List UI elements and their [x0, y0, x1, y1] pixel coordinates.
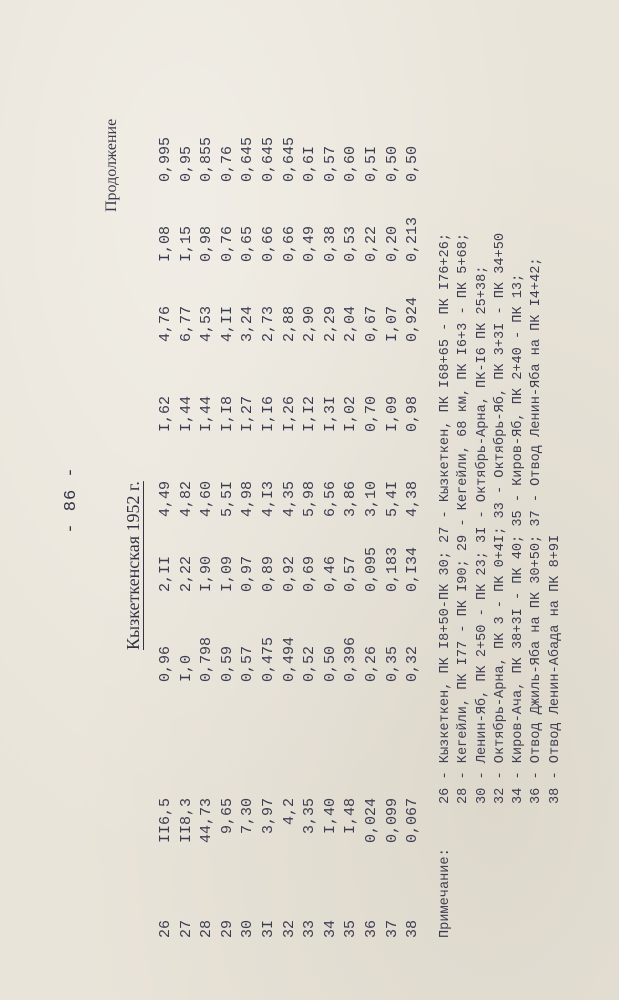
table-cell: 5,4I [383, 480, 401, 517]
table-cell: 0,66 [280, 225, 298, 262]
table-cell: 32 [280, 919, 298, 938]
table-cell: 7,30 [239, 798, 257, 835]
table-cell: 4,I3 [260, 480, 277, 517]
table-cell: 4,98 [239, 480, 257, 517]
table-cell: 0,70 [363, 395, 380, 432]
table-cell: 2,90 [301, 305, 319, 342]
note-line [492, 8, 510, 938]
table-cell: 0,52 [301, 645, 319, 682]
note-line [437, 8, 455, 938]
table-row [157, 0, 177, 1000]
table-cell: 0,50 [321, 645, 339, 682]
table-cell: 28 [198, 919, 216, 938]
table-cell: 34 [321, 919, 339, 938]
table-cell: I,40 [321, 798, 339, 835]
note-line [510, 8, 528, 938]
table-cell: 0,53 [342, 225, 360, 262]
table-cell: I,09 [218, 555, 236, 592]
table-cell: 4,35 [280, 480, 298, 517]
table-cell: I,I6 [260, 395, 277, 432]
table-cell: 36 [363, 919, 380, 938]
table-cell: 0,76 [218, 145, 236, 182]
table-cell: 9,65 [218, 798, 236, 835]
note-line [455, 8, 473, 938]
table-cell: 0,65 [239, 225, 257, 262]
table-cell: 0,60 [342, 145, 360, 182]
table-row [342, 0, 362, 1000]
table-cell: I,90 [198, 555, 216, 592]
table-cell: 0,66 [260, 225, 277, 262]
table-cell: 0,96 [157, 645, 174, 682]
table-row [301, 0, 321, 1000]
table-row [239, 0, 259, 1000]
page-number: - 86 - [62, 466, 81, 534]
table-cell: 0,645 [260, 136, 277, 182]
table-row [322, 0, 342, 1000]
table-cell: 0,26 [363, 645, 380, 682]
table-cell: 33 [301, 919, 319, 938]
table-cell: 0,20 [383, 225, 401, 262]
table-cell: I,08 [157, 225, 174, 262]
table-cell: I,48 [342, 798, 360, 835]
note-text: 30 - Ленин-Яб, ПК 2+50 - ПК 23; 3I - Октябрь-Арна, ПК-I6 ПК 25+38; [474, 265, 490, 804]
table-cell: 3,24 [239, 305, 257, 342]
table-cell: 5,5I [218, 480, 236, 517]
table-row [198, 0, 218, 1000]
table-row [219, 0, 239, 1000]
table-cell: 0,92 [280, 555, 298, 592]
table-cell: 0,924 [404, 296, 422, 342]
table-cell: 26 [157, 919, 174, 938]
table-cell: 4,2 [280, 798, 298, 826]
table-cell: 0,32 [404, 645, 422, 682]
table-cell: 3I [260, 919, 277, 938]
table-cell: 0,995 [157, 136, 174, 182]
table-row [178, 0, 198, 1000]
table-cell: 0,57 [239, 645, 257, 682]
table-row [281, 0, 301, 1000]
note-text: 38 - Отвод Ленин-Абада на ПК 8+9I [547, 534, 563, 804]
note-text: 28 - Кегейли, ПК I77 - ПК I90; 29 - Кегейли, 68 км, ПК I6+3 - ПК 5+68; [456, 232, 472, 804]
table-cell: 2,22 [177, 555, 195, 592]
table-cell: 2,29 [321, 305, 339, 342]
table-cell: 27 [177, 919, 195, 938]
table-cell: 0,67 [363, 305, 380, 342]
table-cell: 2,04 [342, 305, 360, 342]
note-line [547, 8, 565, 938]
table-cell: 0,095 [363, 546, 380, 592]
table-cell: 6,56 [321, 480, 339, 517]
note-text: 34 - Киров-Ача, ПК 38+3I - ПК 40; 35 - Киров-Яб, ПК 2+40 - ПК 13; [511, 273, 527, 804]
table-cell: 0,798 [198, 636, 216, 682]
table-cell: 0,645 [280, 136, 298, 182]
table-cell: 0,76 [218, 225, 236, 262]
continuation-label: Продолжение [103, 118, 120, 212]
table-cell: 0,6I [301, 145, 319, 182]
table-cell: I,I8 [218, 395, 236, 432]
table-cell: 37 [383, 919, 401, 938]
table-cell: 4,49 [157, 480, 174, 517]
table-cell: 0,183 [383, 546, 401, 592]
table-cell: 3,35 [301, 798, 319, 835]
table-cell: 0,97 [239, 555, 257, 592]
table-cell: II8,3 [177, 798, 195, 844]
table-cell: 30 [239, 919, 257, 938]
table-cell: 0,I34 [404, 546, 422, 592]
table-cell: 0,57 [321, 145, 339, 182]
table-cell: I,44 [198, 395, 216, 432]
table-cell: 0,067 [404, 798, 422, 844]
table-cell: 0,98 [404, 395, 422, 432]
table-cell: I,0 [177, 654, 195, 682]
table-cell: 6,77 [177, 305, 195, 342]
table-cell: 0,645 [239, 136, 257, 182]
table-cell: 0,099 [383, 798, 401, 844]
note-text: 26 - Кызкеткен, ПК I8+50-ПК 30; 27 - Кызкеткен, ПК I68+65 - ПК I76+26; [438, 232, 453, 804]
table-cell: 0,50 [383, 145, 401, 182]
note-text: 32 - Октябрь-Арна, ПК 3 - ПК 0+4I; 33 - Октябрь-Яб, ПК 3+3I - ПК 34+50 [492, 232, 508, 804]
table-cell: I,27 [239, 395, 257, 432]
table-cell: 2,73 [260, 305, 277, 342]
table-cell: 3,97 [260, 798, 277, 835]
table-cell: 0,5I [363, 145, 380, 182]
table-cell: 4,60 [198, 480, 216, 517]
table-cell: 0,213 [404, 216, 422, 262]
table-cell: 44,73 [198, 798, 216, 844]
table-cell: 0,57 [342, 555, 360, 592]
table-cell: 2,II [157, 555, 174, 592]
table-cell: 0,59 [218, 645, 236, 682]
table-row [384, 0, 404, 1000]
note-text: 36 - Отвод Джиль-Яба на ПК 30+50; 37 - Отвод Ленин-Яба на ПК I4+42; [529, 257, 545, 804]
notes-block [437, 8, 565, 938]
table-title: Кызкеткенская 1952 г. [123, 481, 143, 650]
table-cell: I,62 [157, 395, 174, 432]
table-cell: I,07 [383, 305, 401, 342]
table-cell: 29 [218, 919, 236, 938]
note-line [474, 8, 492, 938]
table-cell: 0,49 [301, 225, 319, 262]
table-row [260, 0, 280, 1000]
table-cell: 0,38 [321, 225, 339, 262]
table-cell: I,15 [177, 225, 195, 262]
table-cell: 0,98 [198, 225, 216, 262]
table-cell: 0,69 [301, 555, 319, 592]
table-cell: 0,22 [363, 225, 380, 262]
table-cell: 38 [404, 919, 422, 938]
table-cell: 0,89 [260, 555, 277, 592]
table-cell: 5,98 [301, 480, 319, 517]
table-cell: 4,II [218, 305, 236, 342]
table-cell: I,I2 [301, 395, 319, 432]
table-cell: I,09 [383, 395, 401, 432]
notes-lines [437, 8, 565, 938]
table-cell: 0,50 [404, 145, 422, 182]
table-cell: 0,494 [280, 636, 298, 682]
table-cell: 3,10 [363, 480, 380, 517]
table-cell: II6,5 [157, 798, 174, 844]
table-cell: 4,76 [157, 305, 174, 342]
table-cell: 4,53 [198, 305, 216, 342]
note-line [528, 8, 546, 938]
table-cell: I,02 [342, 395, 360, 432]
table-cell: 0,855 [198, 136, 216, 182]
table-cell: 3,86 [342, 480, 360, 517]
table-cell: 4,38 [404, 480, 422, 517]
table-cell: 0,396 [342, 636, 360, 682]
table-cell: 35 [342, 919, 360, 938]
table-row [363, 0, 383, 1000]
table-cell: I,3I [321, 395, 339, 432]
table-cell: I,44 [177, 395, 195, 432]
table-cell: 0,95 [177, 145, 195, 182]
table-cell: 0,024 [363, 798, 380, 844]
table-row [404, 0, 424, 1000]
notes-label: Примечание: [438, 848, 453, 938]
table-cell: 0,46 [321, 555, 339, 592]
table-cell: I,26 [280, 395, 298, 432]
table-cell: 0,475 [260, 636, 277, 682]
table-cell: 2,88 [280, 305, 298, 342]
table-cell: 0,35 [383, 645, 401, 682]
table-cell: 4,82 [177, 480, 195, 517]
